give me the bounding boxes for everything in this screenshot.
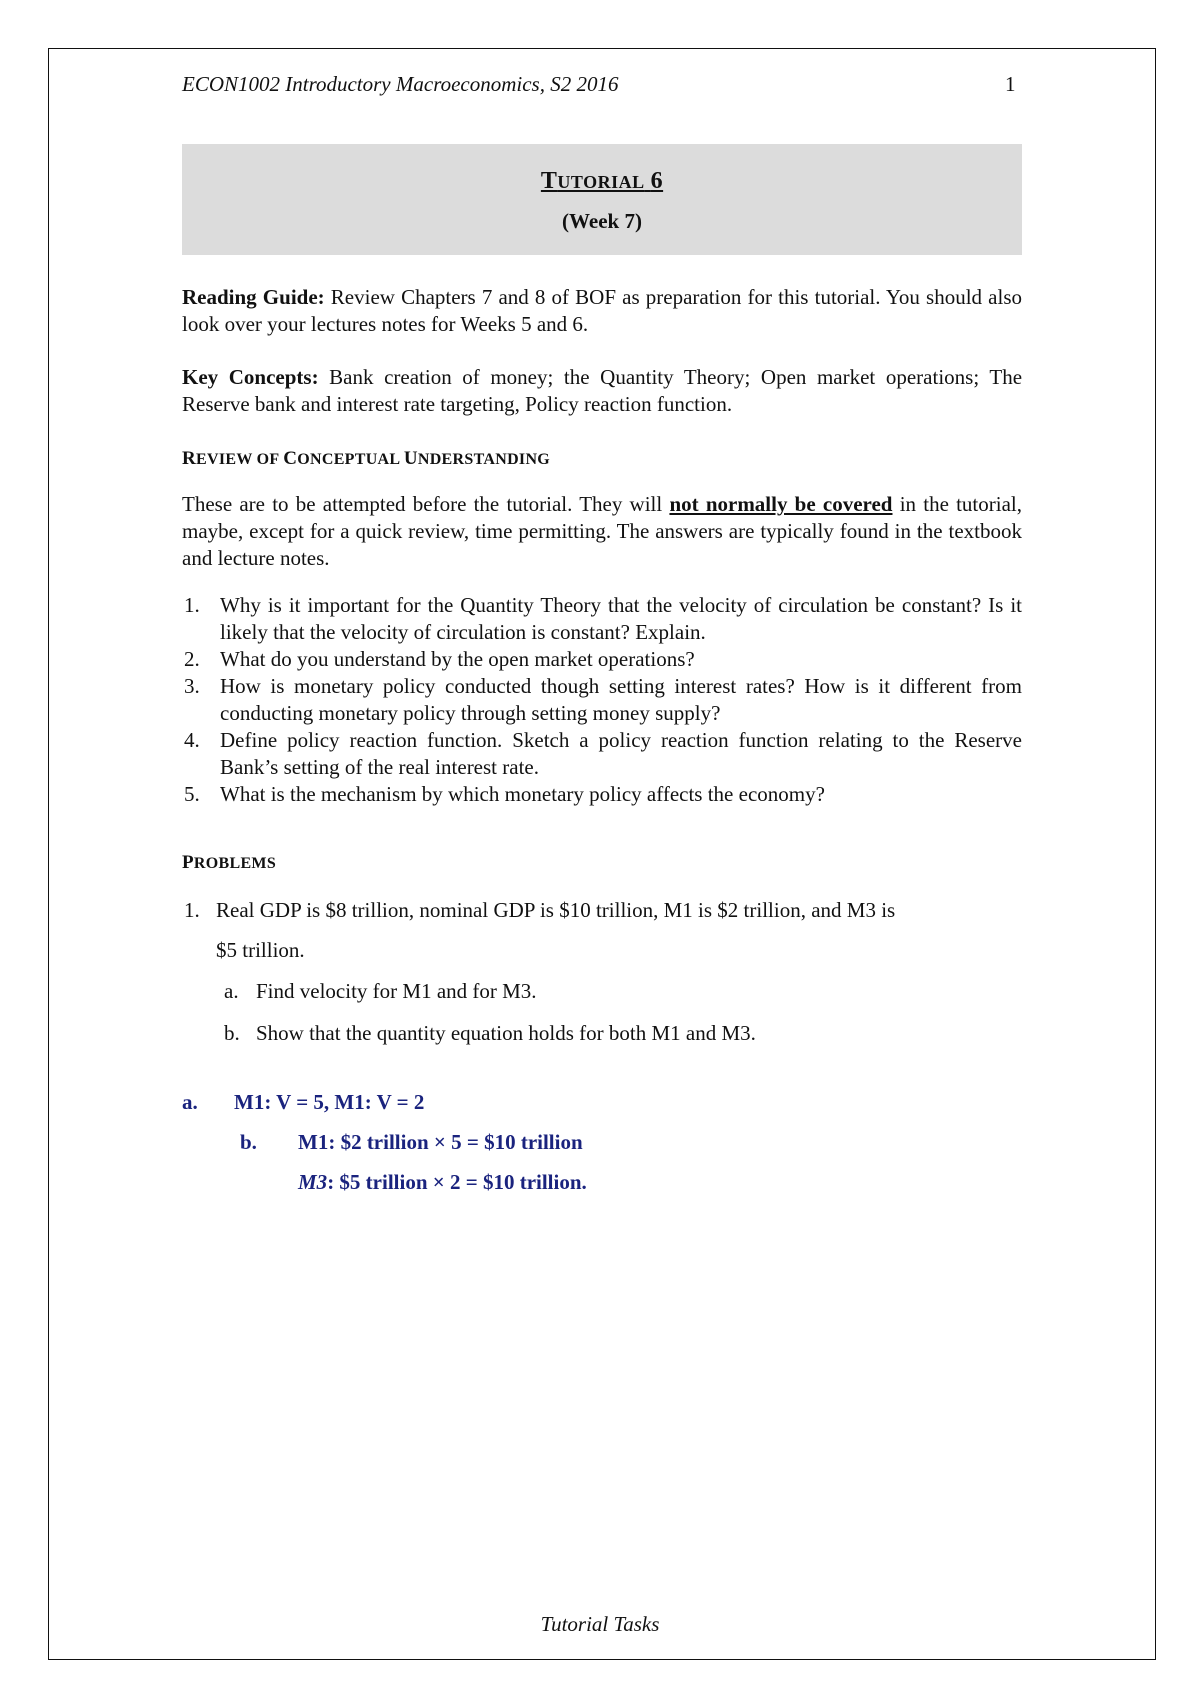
page-footer: Tutorial Tasks bbox=[540, 1612, 660, 1636]
key-concepts-text: Bank creation of money; the Quantity Theory; Open market operations; The Reserve bank and interest rate targeting, Policy reaction function. bbox=[182, 365, 1023, 416]
list-item: 4. Define policy reaction function. Sketch a policy reaction function relating to the Reserve Bank’s setting of the real interest rate. bbox=[184, 728, 1022, 779]
page-subtitle: (Week 7) bbox=[562, 209, 642, 233]
title-box bbox=[182, 144, 1022, 255]
key-concepts-label: Key Concepts: bbox=[182, 365, 319, 389]
page-title: TUTORIAL 6 bbox=[540, 168, 664, 194]
list-item: 3. How is monetary policy conducted though setting interest rates? How is it different from conducting monetary policy through setting money supply? bbox=[184, 674, 1022, 725]
key-concepts bbox=[182, 364, 1022, 418]
review-questions bbox=[182, 592, 1022, 808]
problem-part-a: a. Find velocity for M1 and for M3. bbox=[224, 979, 537, 1003]
problem-1: 1. Real GDP is $8 trillion, nominal GDP is $10 trillion, M1 is $2 trillion, and M3 is $5 trillion. a. Find velocity for M1 and for M3. b. Show that the quantity equation holds for both M1 and M3. bbox=[182, 890, 1022, 1054]
problem-part-b: b. Show that the quantity equation holds for both M1 and M3. bbox=[224, 1021, 756, 1045]
review-heading: REVIEW OF CONCEPTUAL UNDERSTANDING bbox=[182, 448, 551, 469]
list-item: 1. Why is it important for the Quantity Theory that the velocity of circulation be constant? Is it likely that the velocity of circulation is constant? Explain. bbox=[184, 593, 1022, 644]
page-number: 1 bbox=[1005, 72, 1016, 96]
answer-block: a. M1: V = 5, M1: V = 2 b. M1: $2 trillion × 5 = $10 trillion M3: $5 trillion × 2 = $10 trillion. bbox=[182, 1082, 587, 1202]
reading-guide-text: Review Chapters 7 and 8 of BOF as preparation for this tutorial. You should also look over your lectures notes for Weeks 5 and 6. bbox=[182, 285, 1023, 336]
answer-b-line1: M1: $2 trillion × 5 = $10 trillion bbox=[298, 1130, 583, 1154]
reading-guide bbox=[182, 284, 1022, 338]
answer-a: M1: V = 5, M1: V = 2 bbox=[234, 1090, 425, 1114]
answer-b-line2: M3: $5 trillion × 2 = $10 trillion. bbox=[298, 1170, 587, 1194]
list-item: 5. What is the mechanism by which monetary policy affects the economy? bbox=[184, 782, 825, 806]
problems-heading: PROBLEMS bbox=[182, 852, 277, 873]
reading-guide-label: Reading Guide: bbox=[182, 285, 325, 309]
emphasis-text: not normally be covered bbox=[669, 492, 893, 516]
course-header: ECON1002 Introductory Macroeconomics, S2 2016 bbox=[182, 72, 619, 96]
list-item: 2. What do you understand by the open market operations? bbox=[184, 647, 695, 671]
review-intro: These are to be attempted before the tutorial. They will not normally be covered in the tutorial, maybe, except for a quick review, time permitting. The answers are typically found in the textbook and lecture notes. bbox=[182, 492, 1022, 570]
